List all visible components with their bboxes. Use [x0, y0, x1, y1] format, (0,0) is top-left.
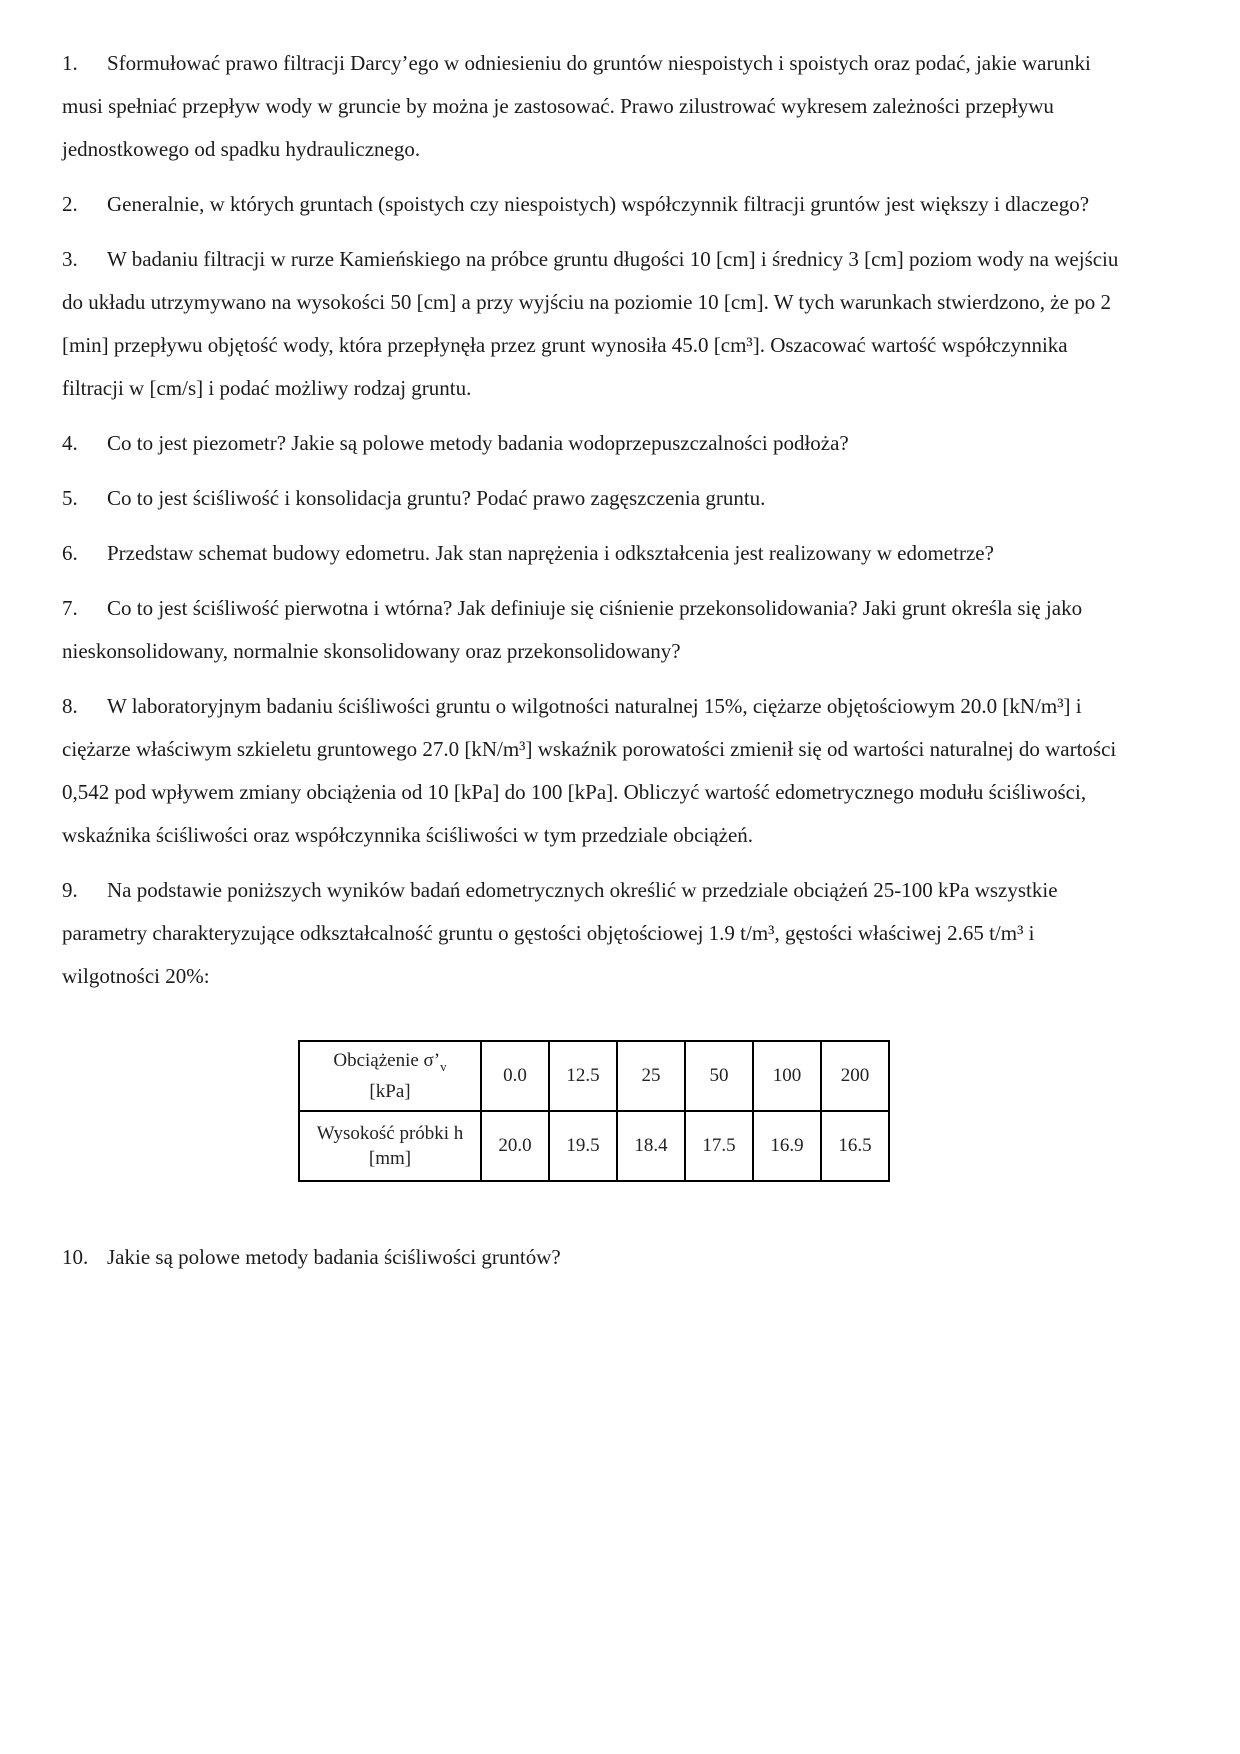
question-6	[62, 532, 1132, 575]
question-10	[62, 1236, 1132, 1279]
question-9-number: 9.	[62, 878, 78, 902]
question-10-text: Jakie są polowe metody badania ściśliwości gruntów?	[107, 1245, 561, 1269]
height-value-0: 20.0	[481, 1111, 549, 1181]
table-row-height	[299, 1111, 889, 1181]
load-row-label	[299, 1041, 481, 1111]
load-value-3: 50	[685, 1041, 753, 1111]
question-9-text: Na podstawie poniższych wyników badań edometrycznych określić w przedziale obciążeń 25-100 kPa wszystkie parametry charakteryzujące odkształcalność gruntu o gęstości objętościowej 1.9 t/m³, gęstości właściwej 2.65 t/m³ i wilgotności 20%:	[62, 878, 1058, 988]
height-row-unit: [mm]	[368, 1148, 412, 1169]
question-8	[62, 685, 1132, 857]
question-4-number: 4.	[62, 431, 78, 455]
height-row-label	[299, 1111, 481, 1181]
question-1-number: 1.	[62, 51, 78, 75]
question-1-text: Sformułować prawo filtracji Darcy’ego w odniesieniu do gruntów niespoistych i spoistych oraz podać, jakie warunki musi spełniać przepływ wody w gruncie by można je zastosować. Prawo zilustrować wykresem zależności przepływu jednostkowego od spadku hydraulicznego.	[62, 51, 1091, 161]
question-7	[62, 587, 1132, 673]
question-2-number: 2.	[62, 192, 78, 216]
height-value-5: 16.5	[821, 1111, 889, 1181]
question-5-text: Co to jest ściśliwość i konsolidacja gruntu? Podać prawo zagęszczenia gruntu.	[107, 486, 766, 510]
question-6-number: 6.	[62, 541, 78, 565]
question-3	[62, 238, 1132, 410]
question-2-text: Generalnie, w których gruntach (spoistych czy niespoistych) współczynnik filtracji gruntów jest większy i dlaczego?	[107, 192, 1090, 216]
load-value-0: 0.0	[481, 1041, 549, 1111]
question-4	[62, 422, 1132, 465]
question-8-number: 8.	[62, 694, 78, 718]
oedometer-results-table	[298, 1040, 890, 1182]
load-row-label-line1: Obciążenie $\sigma’_v$	[333, 1050, 447, 1074]
question-5-number: 5.	[62, 486, 78, 510]
question-10-number: 10.	[62, 1245, 89, 1269]
load-value-5: 200	[821, 1041, 889, 1111]
load-value-4: 100	[753, 1041, 821, 1111]
question-4-text: Co to jest piezometr? Jakie są polowe metody badania wodoprzepuszczalności podłoża?	[107, 431, 849, 455]
question-2	[62, 183, 1132, 226]
question-3-number: 3.	[62, 247, 78, 271]
question-5	[62, 477, 1132, 520]
load-row-unit: [kPa]	[369, 1080, 411, 1102]
height-value-3: 17.5	[685, 1111, 753, 1181]
load-value-1: 12.5	[549, 1041, 617, 1111]
question-7-text: Co to jest ściśliwość pierwotna i wtórna? Jak definiuje się ciśnienie przekonsolidowania? Jaki grunt określa się jako nieskonsolidowany, normalnie skonsolidowany oraz przekonsolidowany?	[62, 596, 1083, 663]
question-3-text: W badaniu filtracji w rurze Kamieńskiego na próbce gruntu długości 10 [cm] i średnicy 3 [cm] poziom wody na wejściu do układu utrzymywano na wysokości 50 [cm] a przy wyjściu na poziomie 10 [cm]. W tych warunkach stwierdzono, że po 2 [min] przepływu objętość wody, która przepłynęła przez grunt wynosiła 45.0 [cm³]. Oszacować wartość współczynnika filtracji w [cm/s] i podać możliwy rodzaj gruntu.	[62, 247, 1119, 400]
question-1	[62, 42, 1132, 171]
question-7-number: 7.	[62, 596, 78, 620]
question-8-text: W laboratoryjnym badaniu ściśliwości gruntu o wilgotności naturalnej 15%, ciężarze objętościowym 20.0 [kN/m³] i ciężarze właściwym szkieletu gruntowego 27.0 [kN/m³] wskaźnik porowatości zmienił się od wartości naturalnej do wartości 0,542 pod wpływem zmiany obciążenia od 10 [kPa] do 100 [kPa]. Obliczyć wartość edometrycznego modułu ściśliwości, wskaźnika ściśliwości oraz współczynnika ściśliwości w tym przedziale obciążeń.	[62, 694, 1117, 847]
question-6-text: Przedstaw schemat budowy edometru. Jak stan naprężenia i odkształcenia jest realizowany w edometrze?	[107, 541, 994, 565]
height-value-4: 16.9	[753, 1111, 821, 1181]
height-row-label-line1: Wysokość próbki h	[316, 1123, 464, 1144]
table-row-load	[299, 1041, 889, 1111]
height-value-1: 19.5	[549, 1111, 617, 1181]
sigma-v-subscript: v	[440, 1058, 447, 1074]
load-value-2: 25	[617, 1041, 685, 1111]
height-value-2: 18.4	[617, 1111, 685, 1181]
question-9	[62, 869, 1132, 998]
